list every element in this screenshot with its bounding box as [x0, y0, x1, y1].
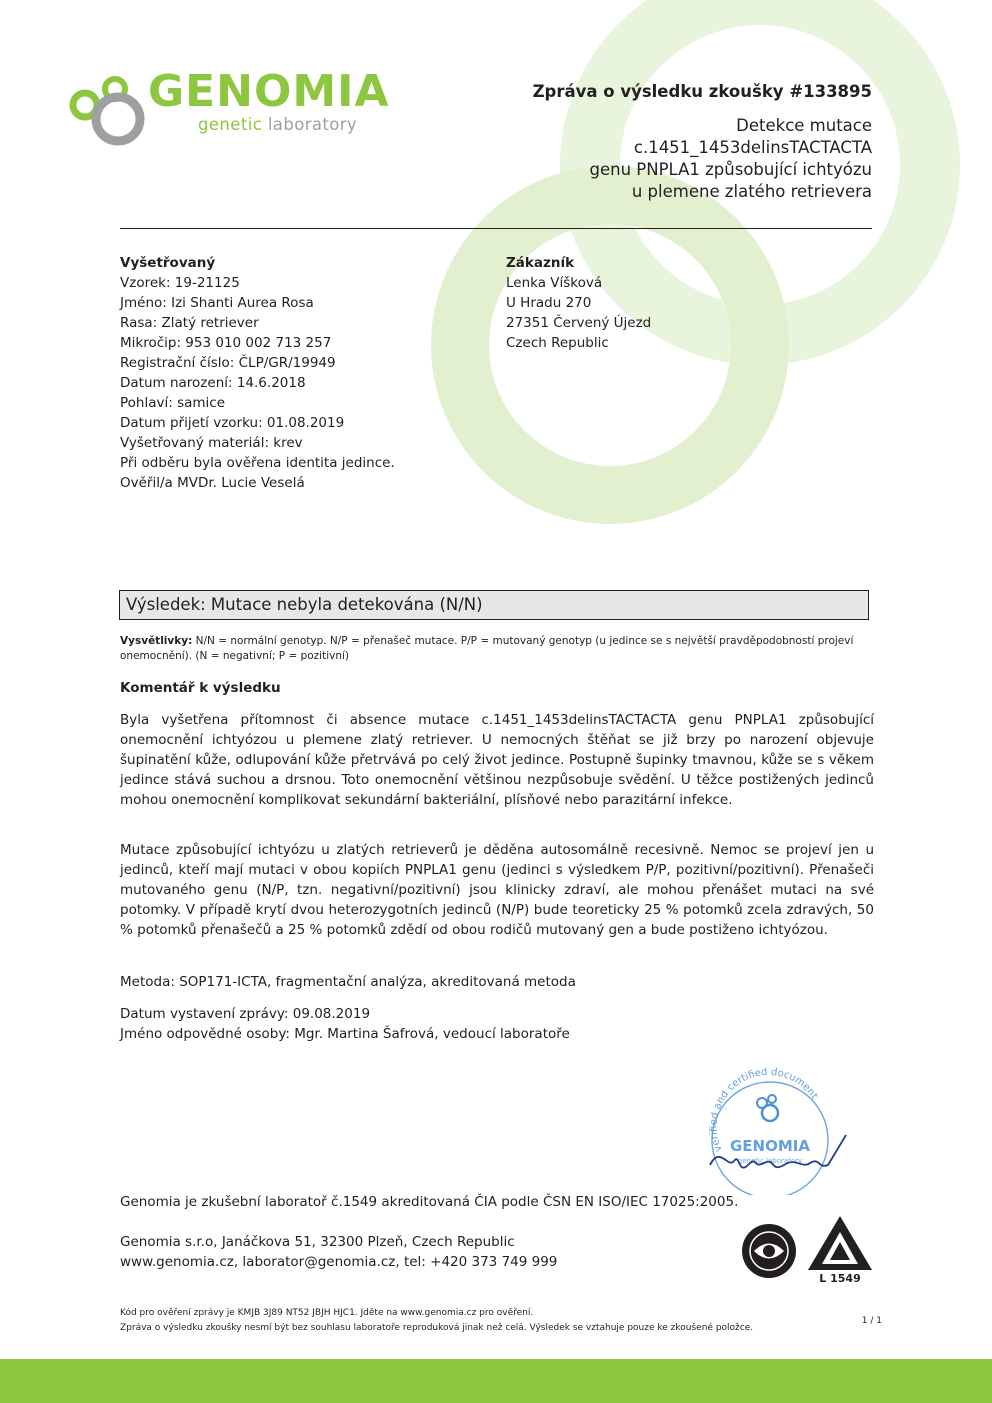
legend: Vysvětlivky: N/N = normální genotyp. N/P = přenašeč mutace. P/P = mutovaný genotyp (u jedince se s největší pravděpodobností projeví onemocnění). (N = negativní; P = pozitivní): [120, 635, 854, 662]
responsible-person-line: Jméno odpovědné osoby: Mgr. Martina Šafrová, vedoucí laboratoře: [120, 1026, 570, 1042]
page-number: 1 / 1: [861, 1316, 882, 1326]
result-text: Výsledek: Mutace nebyla detekována (N/N): [126, 595, 483, 614]
method-line: Metoda: SOP171-ICTA, fragmentační analýza, akreditovaná metoda: [120, 974, 576, 990]
comment-paragraph-1: Byla vyšetřena přítomnost či absence mutace c.1451_1453delinsTACTACTA genu PNPLA1 způsobující onemocnění ichtyózou u plemene zlatý retriever. U nemocných štěňat se již brzy po narození objevuje šupinatění kůže, odlupování kůže přetrvává po celý život jedince. Postupně šupinky tmavnou, kůže se s věkem jedince stává suchou a drsnou. Toto onemocnění většinou nezpůsobuje svědění. U těžce postižených jedinců mohou onemocnění komplikovat sekundární bakteriální, plísňové nebo parazitární infekce.: [120, 712, 874, 808]
svg-text:GENOMIA: GENOMIA: [730, 1137, 810, 1155]
examined-block: Vyšetřovaný Vzorek: 19-21125 Jméno: Izi Shanti Aurea Rosa Rasa: Zlatý retriever Mikročip: 953 010 002 713 257 Registrační číslo: ČLP/GR/19949 Datum narození: 14.6.2018 Pohlaví: samice Datum přijetí vzorku: 01.08.2019 Vyšetřovaný materiál: krev Při odběru byla ověřena identita jedince. Ověřil/a MVDr. Lucie Veselá: [120, 255, 395, 491]
header-divider: [120, 228, 872, 229]
logo-tagline: genetic laboratory: [198, 115, 358, 134]
svg-text:L 1549: L 1549: [819, 1272, 861, 1284]
certified-stamp: [700, 1065, 850, 1195]
svg-text:verified and certified documen: verified and certified document: [708, 1066, 820, 1154]
customer-block: Zákazník Lenka Víšková U Hradu 270 27351 Červený Újezd Czech Republic: [506, 255, 652, 351]
address-line: Genomia s.r.o, Janáčkova 51, 32300 Plzeň, Czech Republic: [120, 1234, 515, 1250]
accreditation-line: Genomia je zkušební laboratoř č.1549 akreditovaná ČIA podle ČSN EN ISO/IEC 17025:2005.: [120, 1194, 739, 1210]
genomia-logo-icon: [68, 70, 158, 148]
svg-text:genetic laboratory: genetic laboratory: [737, 1157, 803, 1165]
logo-wordmark: GENOMIA: [148, 66, 390, 117]
bottom-brand-bar: [0, 1359, 992, 1403]
verification-note: Kód pro ověření zprávy je KMJB 3J89 NT52 JBJH HJC1. Jděte na www.genomia.cz pro ověření.: [120, 1308, 534, 1318]
comment-paragraph-2: Mutace způsobující ichtyózu u zlatých retrieverů je děděna autosomálně recesivně. Nemoc se projeví jen u jedinců, kteří mají mutaci v obou kopiích PNPLA1 genu (jedinci s výsledkem P/P, pozitivní/pozitivní). Přenašeči mutovaného genu (N/P, tzn. negativní/pozitivní) jsou klinicky zdraví, ale mohou přenášet mutaci na své potomky. V případě krytí dvou heterozygotních jedinců (N/P) bude teoreticky 25 % potomků zcela zdravých, 50 % potomků přenašečů a 25 % potomků zdědí od obou rodičů mutovaný gen a bude postiženo ichtyózou.: [120, 842, 874, 938]
cia-accreditation-icon: [806, 1214, 874, 1284]
comment-heading: Komentář k výsledku: [120, 680, 281, 696]
certification-seal-icon: [740, 1222, 798, 1280]
result-box: [119, 590, 869, 620]
copy-note: Zpráva o výsledku zkoušky nesmí být bez souhlasu laboratoře reproduková jinak než celá. Výsledek se vztahuje pouze ke zkoušené položce.: [120, 1323, 754, 1333]
report-title: Zpráva o výsledku zkoušky #133895: [532, 82, 872, 101]
issue-date-line: Datum vystavení zprávy: 09.08.2019: [120, 1006, 371, 1022]
contact-line: www.genomia.cz, laborator@genomia.cz, tel: +420 373 749 999: [120, 1254, 558, 1270]
test-description: Detekce mutace c.1451_1453delinsTACTACTA genu PNPLA1 způsobující ichtyózu u plemene zlatého retrievera: [589, 116, 872, 201]
